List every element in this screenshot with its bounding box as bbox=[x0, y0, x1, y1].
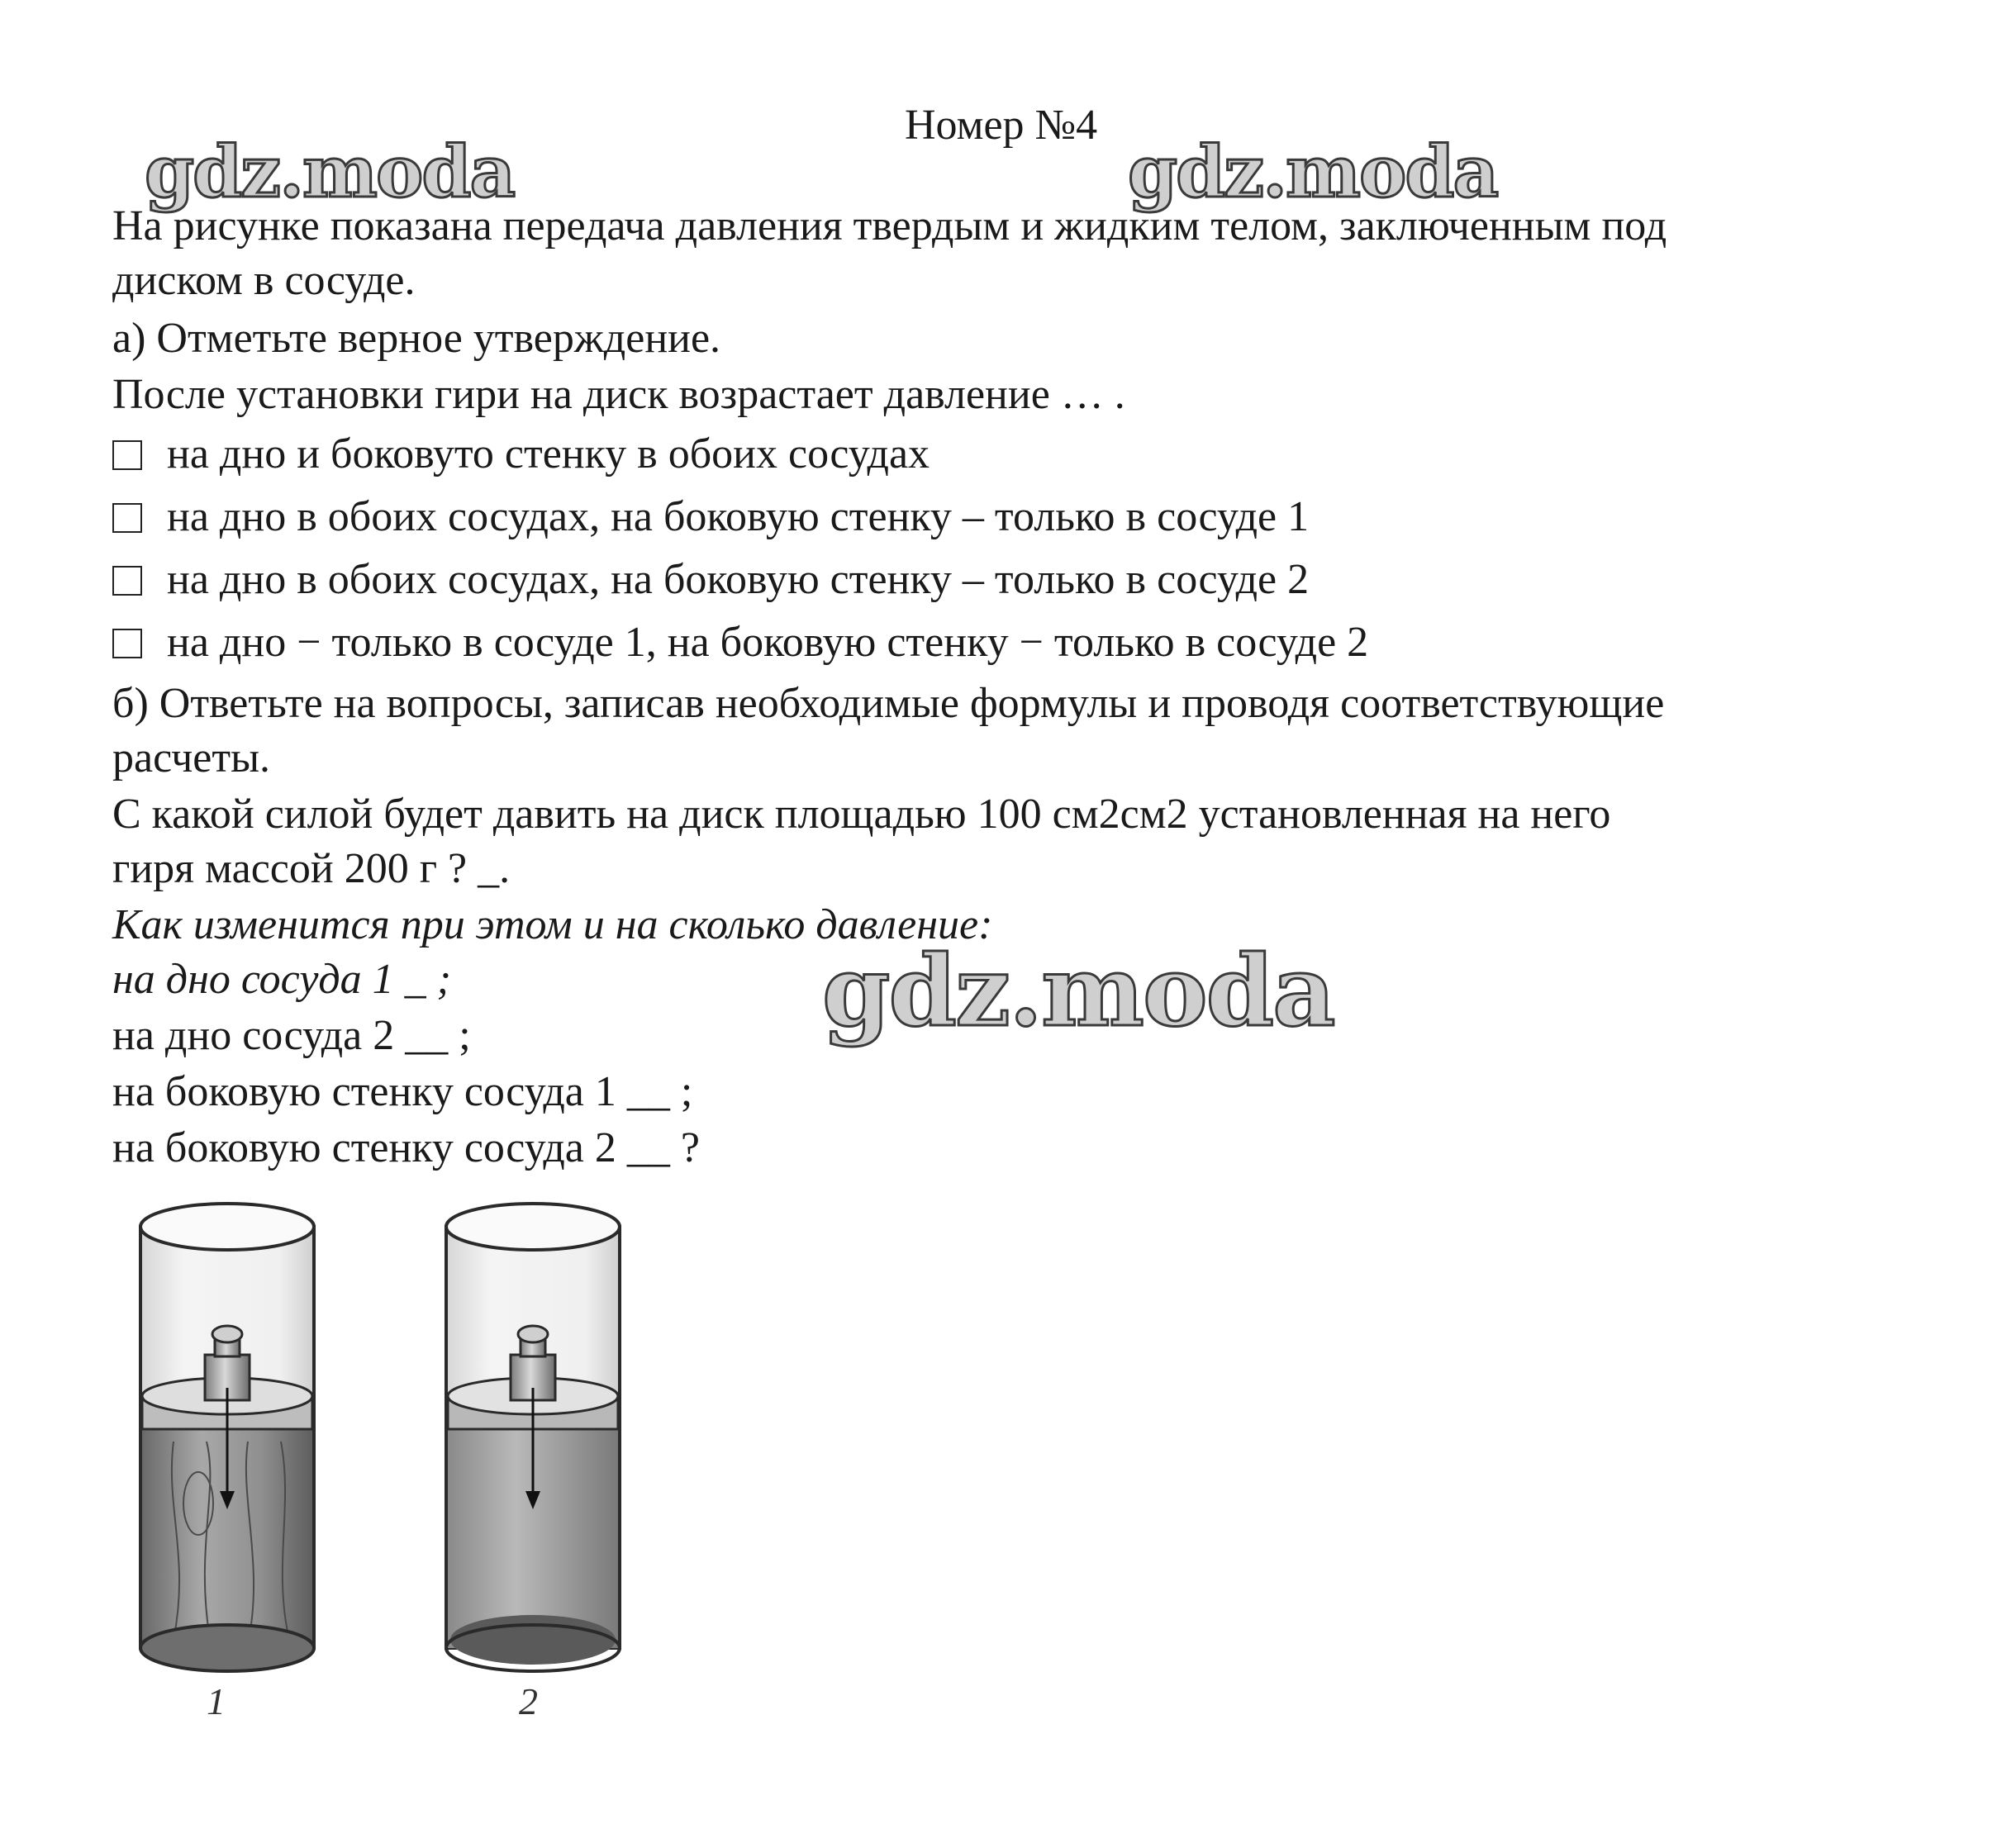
option-3[interactable] bbox=[112, 552, 1309, 608]
part-a-heading: а) Отметьте верное утверждение. bbox=[112, 315, 721, 362]
option-1-label: на дно и боковуто стенку в обоих сосудах bbox=[167, 430, 930, 477]
checkbox[interactable] bbox=[112, 503, 142, 533]
vessel-1 bbox=[140, 1204, 314, 1671]
answer-line-3: на боковую стенку сосуда 1 __ ; bbox=[112, 1068, 693, 1115]
option-2[interactable] bbox=[112, 489, 1309, 545]
part-b-question-2: гиря массой 200 г ? _. bbox=[112, 845, 511, 892]
figure-label-2: 2 bbox=[519, 1680, 538, 1722]
vessels-figure bbox=[116, 1177, 669, 1739]
intro-line-2: диском в сосуде. bbox=[112, 257, 416, 304]
watermark-top-right: gdz.moda bbox=[1128, 131, 1498, 214]
part-b-heading-1: б) Ответьте на вопросы, записав необходимые формулы и проводя соответствующие bbox=[112, 680, 1665, 727]
watermark-center: gdz.moda bbox=[822, 933, 1334, 1048]
intro-line-1: На рисунке показана передача давления твердым и жидким телом, заключенным под bbox=[112, 202, 1667, 249]
checkbox[interactable] bbox=[112, 566, 142, 596]
checkbox[interactable] bbox=[112, 629, 142, 658]
figure-label-1: 1 bbox=[207, 1680, 226, 1722]
checkbox[interactable] bbox=[112, 440, 142, 470]
part-b-heading-2: расчеты. bbox=[112, 734, 271, 781]
option-3-label: на дно в обоих сосудах, на боковую стенку – только в сосуде 2 bbox=[167, 556, 1310, 603]
vessel-2 bbox=[446, 1204, 620, 1671]
page-title: Номер №4 bbox=[905, 102, 1098, 149]
answer-line-1: на дно сосуда 1 _ ; bbox=[112, 956, 451, 1003]
watermark-top-left: gdz.moda bbox=[145, 131, 515, 214]
part-b-subheading: Как изменится при этом и на сколько давление: bbox=[112, 901, 993, 948]
part-b-question-1: С какой силой будет давить на диск площадью 100 см2см2 установленная на него bbox=[112, 791, 1611, 838]
option-1[interactable] bbox=[112, 426, 930, 482]
option-2-label: на дно в обоих сосудах, на боковую стенку – только в сосуде 1 bbox=[167, 493, 1310, 540]
answer-line-2: на дно сосуда 2 __ ; bbox=[112, 1012, 471, 1059]
option-4-label: на дно − только в сосуде 1, на боковую стенку − только в сосуде 2 bbox=[167, 619, 1369, 666]
answer-line-4: на боковую стенку сосуда 2 __ ? bbox=[112, 1124, 700, 1171]
option-4[interactable] bbox=[112, 615, 1368, 671]
part-a-prompt: После установки гири на диск возрастает давление … . bbox=[112, 371, 1125, 418]
